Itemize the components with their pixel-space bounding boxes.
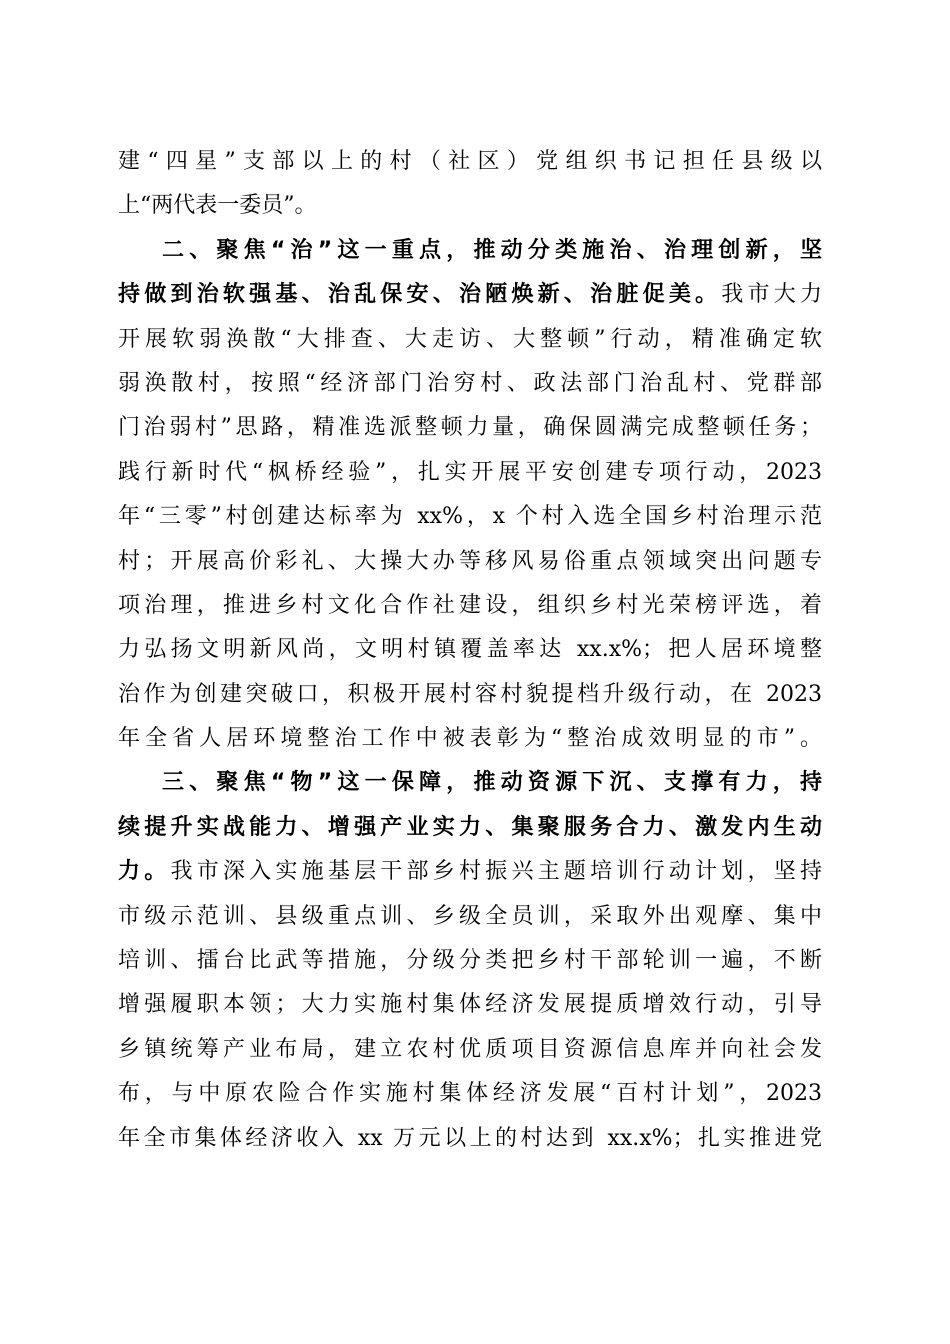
document-body [118, 140, 822, 1161]
section-heading-text: 续提升实战能力、增强产业实力、集聚服务合力、激发内生动 [118, 814, 822, 840]
text-line [118, 1072, 822, 1116]
body-text: 建“四星”支部以上的村（社区）党组织书记担任县级以 [118, 149, 822, 174]
text-line [118, 1028, 822, 1072]
text-line [118, 451, 822, 495]
body-text: 我市大力 [721, 282, 822, 308]
body-text: 开展软弱涣散“大排查、大走访、大整顿”行动，精准确定软 [118, 326, 822, 352]
body-text: 践行新时代“枫桥经验”，扎实开展平安创建专项行动，2023 [118, 459, 822, 485]
text-line [118, 673, 822, 717]
text-line [118, 761, 822, 805]
body-text: 治作为创建突破口，积极开展村容村貌提档升级行动，在 2023 [118, 681, 822, 707]
text-line [118, 806, 822, 850]
text-line [118, 184, 822, 228]
text-line [118, 628, 822, 672]
body-text: 布，与中原农险合作实施村集体经济发展“百村计划”，2023 [118, 1081, 822, 1107]
text-line [118, 362, 822, 406]
body-text: 上“两代表一委员”。 [118, 193, 317, 219]
text-line [118, 1117, 822, 1161]
body-text: 乡镇统筹产业布局，建立农村优质项目资源信息库并向社会发 [118, 1036, 822, 1062]
text-line [118, 983, 822, 1027]
body-text: 市级示范训、县级重点训、乡级全员训，采取外出观摩、集中 [118, 903, 822, 929]
body-text: 门治弱村”思路，精准选派整顿力量，确保圆满完成整顿任务； [118, 415, 822, 441]
section-heading-text: 力。 [118, 859, 171, 885]
text-line [118, 229, 822, 273]
text-line [118, 939, 822, 983]
body-text: 村；开展高价彩礼、大操大办等移风易俗重点领域突出问题专 [118, 548, 822, 574]
body-text: 增强履职本领；大力实施村集体经济发展提质增效行动，引导 [118, 992, 822, 1018]
text-line [118, 318, 822, 362]
text-line [118, 895, 822, 939]
section-heading-text: 三、聚焦“物”这一保障，推动资源下沉、支撑有力，持 [162, 770, 822, 796]
text-line [118, 717, 822, 761]
body-text: 年全市集体经济收入 xx 万元以上的村达到 xx.x%；扎实推进党 [118, 1125, 822, 1151]
body-text: 年“三零”村创建达标率为 xx%，x 个村入选全国乡村治理示范 [118, 504, 822, 530]
section-heading-text: 持做到治软强基、治乱保安、治陋焕新、治脏促美。 [118, 282, 722, 308]
body-text: 力弘扬文明新风尚，文明村镇覆盖率达 xx.x%；把人居环境整 [118, 637, 822, 663]
body-text: 培训、擂台比武等措施，分级分类把乡村干部轮训一遍，不断 [118, 948, 822, 974]
text-line [118, 495, 822, 539]
body-text: 弱涣散村，按照“经济部门治穷村、政法部门治乱村、党群部 [118, 370, 822, 396]
body-text: 项治理，推进乡村文化合作社建设，组织乡村光荣榜评选，着 [118, 592, 822, 618]
text-line [118, 584, 822, 628]
text-line [118, 273, 822, 317]
text-line [118, 540, 822, 584]
text-line [118, 406, 822, 450]
body-text: 年全省人居环境整治工作中被表彰为“整治成效明显的市”。 [118, 726, 822, 752]
body-text: 我市深入实施基层干部乡村振兴主题培训行动计划，坚持 [170, 859, 822, 885]
text-line [118, 850, 822, 894]
text-line [118, 140, 822, 184]
section-heading-text: 二、聚焦“治”这一重点，推动分类施治、治理创新，坚 [162, 237, 822, 263]
